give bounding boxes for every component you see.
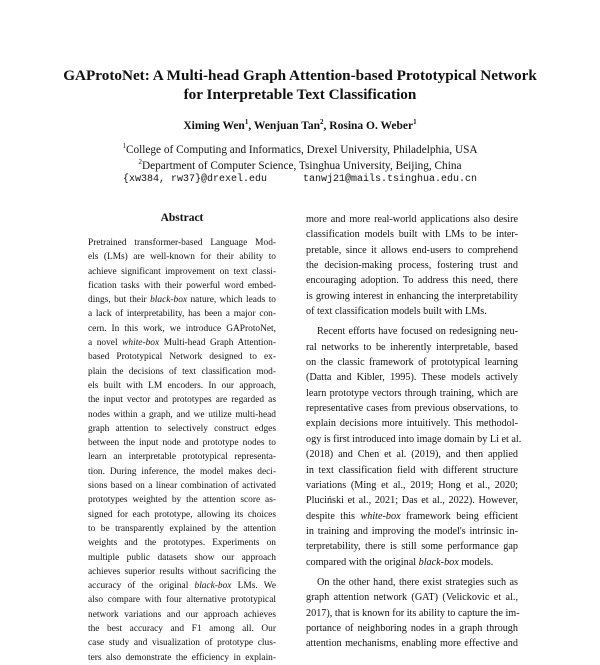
text-line: network variations and our approach achieves [88,609,276,620]
text-line: fication tasks with their powerful word embed- [88,280,276,291]
text-line: in text classification field with different structure [306,464,518,476]
text-line: achieves superior results without sacrificing the [88,566,276,577]
text-line: learn an interpretable prototypical representa- [88,452,276,463]
text-line: the decision-making process, fostering trust and [306,260,518,272]
text-line: achieve significant improvement on text classi- [88,266,276,277]
author-emails: {xw384, rw37}@drexel.edu tanwj21@mails.tsinghua.edu.cn [122,174,478,185]
author-name: Wenjuan Tan [253,119,321,132]
affiliation-2 [40,158,560,172]
text-line: nodes within a graph, and we utilize multi-head [88,409,276,420]
text-line: on the classic framework of prototypical learning [306,357,518,369]
text-line: Pluciński et al., 2021; Das et al., 2022). However, [306,495,518,507]
text-line: is growing interest in enhancing the interpretability [306,290,518,302]
intro-paragraph-3 [306,575,518,652]
text-line: based Prototypical Network designed to ex- [88,352,276,363]
text-line: learn prototype vectors through training, which are [306,387,518,399]
text-line: variations (Ming et al., 2019; Hong et al., 2020; [306,479,518,491]
text-line: graph attention to selectively construct edges [88,423,276,434]
text-line: Pretrained transformer-based Language Mod- [88,238,276,248]
text-line: representative cases from previous observations, to [306,403,518,415]
text-line: tion. During inference, the model makes deci- [88,466,276,477]
text-line: more and more real-world applications also desire [306,214,518,225]
text-line: encouraging adoption. To address this need, there [306,275,518,287]
text-line: els built with LM encoders. In our approach, [88,380,276,391]
paper-title [40,66,560,104]
text-line: in training and improving the model's intrinsic in- [306,525,518,537]
text-line: 2017), that is known for its ability to capture the im- [306,607,520,619]
text-line: (Datta and Kibler, 1995). These models actively [306,372,518,384]
affiliation-sup: 2 [138,158,142,166]
author-name: Rosina O. Weber [329,119,414,132]
text-line: plain the decisions of text classification mod- [88,366,276,377]
text-line: the best accuracy and F1 among all. Our [88,624,276,635]
text-line: the input vector and prototypes are regarded as [88,395,276,406]
text-line: attention mechanisms, enabling more effective and [306,638,518,650]
affiliation-text: Department of Computer Science, Tsinghua University, Beijing, China [141,159,462,172]
text-line: between the input node and prototype nodes to [88,438,276,449]
text-line: explain decisions more intuitively. This methodol- [306,418,518,430]
text-line: compared with the original black-box models. [306,556,494,568]
text-line: dings, but their black-box nature, which leads to [88,295,276,306]
text-line: (2018) and Chen et al. (2019), and then applied [306,449,518,461]
text-line: to be transparently explained by the attention [88,523,276,534]
abstract-body [88,236,276,665]
author-list: Ximing Wen$^1$, Wenjuan Tan$^2$, Rosina O. Weber$^1$ [183,118,417,132]
text-line: portance of neighboring nodes in a graph through [306,622,518,634]
author-affil-sup: 1 [244,118,249,126]
text-line: On the other hand, there exist strategies such as [317,576,518,588]
text-line: cern. In this work, we introduce GAProtoNet, [88,323,276,334]
text-line: a novel white-box Multi-head Graph Attention- [88,338,276,349]
abstract-heading: Abstract [160,212,204,224]
text-line: pretable, since it allows end-users to comprehend [306,244,518,256]
text-line: weights and the prototypes. Experiments on [88,538,276,549]
intro-paragraph-2 [306,324,522,570]
text-line: terpretability, there is still some performance gap [306,541,518,553]
text-line: despite this white-box framework being efficient [306,510,519,522]
intro-column [306,212,522,652]
text-line: a lack of interpretability, has been a major con- [88,309,276,320]
text-line: els (LMs) are well-known for their ability to [88,252,276,263]
text-line: graph attention network (GAT) (Velickovic et al., [306,592,518,604]
author-affil-sup: 1 [413,118,417,126]
affiliation-text: College of Computing and Informatics, Drexel University, Philadelphia, USA [125,143,478,156]
text-line: sions based on a linear combination of activated [88,481,276,492]
text-line: accuracy of the original black-box LMs. We [88,581,276,592]
title-line-1: GAProtoNet: A Multi-head Graph Attention-based Prototypical Network [63,67,537,84]
text-line: multiple public datasets show our approach [88,552,276,563]
text-line: prototypes weighted by the attention score as- [88,495,276,506]
text-line: ogy is first introduced into image domain by Li et al. [306,433,522,445]
text-line: classification models built with LMs to be inter- [306,229,518,241]
text-line: signed for each prototype, allowing its choices [88,509,276,520]
title-line-2: for Interpretable Text Classification [183,86,417,103]
author-name: Ximing Wen [183,119,245,132]
text-line: Recent efforts have focused on redesigning neu- [317,326,518,338]
author-affil-sup: 2 [320,118,324,126]
text-line: also compare with four alternative prototypical [88,595,276,606]
text-line: ters also demonstrate the efficiency in explain- [88,652,276,663]
affiliation-1 [40,142,560,156]
text-line: case study and visualization of prototype clus- [88,638,276,649]
intro-paragraph-1 [306,212,518,319]
text-line: ral networks to be inherently interpretable, based [306,341,518,353]
text-line: of text classification models built with LMs. [306,306,487,318]
affiliation-sup: 1 [122,142,126,150]
